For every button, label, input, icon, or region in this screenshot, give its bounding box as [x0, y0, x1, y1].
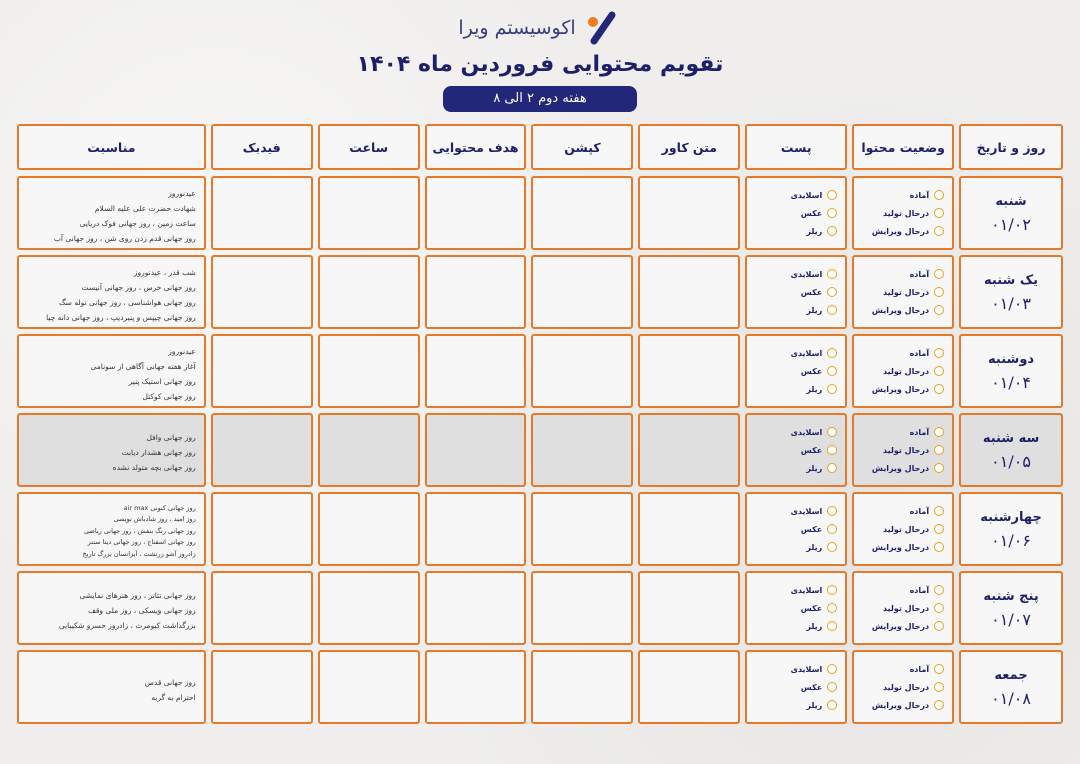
feedback-cell[interactable]: [211, 413, 313, 487]
cover-text-cell[interactable]: [638, 255, 740, 329]
radio-icon[interactable]: [827, 542, 837, 552]
occasion-cell: [17, 492, 206, 566]
radio-icon[interactable]: [934, 445, 944, 455]
occasion-line: روز جهانی قدس: [144, 677, 196, 687]
occasion-line: عیدنوروز: [168, 346, 196, 356]
day-date: ۰۱/۰۷: [991, 610, 1031, 629]
radio-icon[interactable]: [934, 348, 944, 358]
radio-icon[interactable]: [827, 506, 837, 516]
day-cell: [959, 255, 1063, 329]
radio-icon[interactable]: [827, 524, 837, 534]
radio-icon[interactable]: [934, 463, 944, 473]
status-cell: [852, 413, 954, 487]
radio-icon[interactable]: [934, 506, 944, 516]
day-name: سه شنبه: [982, 431, 1040, 446]
cover-text-cell[interactable]: [638, 413, 740, 487]
caption-cell[interactable]: [531, 650, 633, 724]
post-type-option[interactable]: [747, 265, 837, 283]
option-label: ریلز: [806, 621, 823, 631]
option-label: عکس: [800, 287, 823, 297]
status-option[interactable]: [854, 617, 944, 635]
option-label: ریلز: [806, 305, 823, 315]
occasion-line: روز جهانی قدم زدن روی شن ، روز جهانی آب: [53, 233, 196, 243]
status-option[interactable]: [854, 581, 944, 599]
goal-cell[interactable]: [425, 255, 527, 329]
post-type-option[interactable]: [747, 380, 837, 398]
occasion-line: روز جهانی وافل: [146, 433, 196, 442]
option-label: آماده: [909, 427, 930, 437]
option-label: آماده: [909, 269, 930, 279]
radio-icon[interactable]: [934, 287, 944, 297]
goal-cell[interactable]: [425, 492, 527, 566]
post-type-option[interactable]: [747, 538, 837, 556]
feedback-cell[interactable]: [211, 334, 313, 408]
caption-cell[interactable]: [531, 413, 633, 487]
table-row: [17, 492, 1063, 566]
header-day: روز و تاریخ: [959, 124, 1063, 170]
option-label: اسلایدی: [790, 269, 823, 279]
post-type-option[interactable]: [747, 599, 837, 617]
radio-icon[interactable]: [827, 585, 837, 595]
radio-icon[interactable]: [934, 700, 944, 710]
status-option[interactable]: [854, 599, 944, 617]
occasion-line: روز جهانی خرس ، روز جهانی آنیست: [81, 282, 196, 292]
radio-icon[interactable]: [934, 621, 944, 631]
option-label: عکس: [800, 208, 823, 218]
time-cell[interactable]: [318, 571, 420, 645]
status-cell: [852, 255, 954, 329]
occasion-line: روز جهانی هواشناسی ، روز جهانی توله سگ: [58, 297, 196, 307]
post-type-option[interactable]: [747, 283, 837, 301]
brand: [0, 8, 1080, 48]
status-option[interactable]: [854, 660, 944, 678]
option-label: آماده: [909, 348, 930, 358]
post-type-option[interactable]: [747, 362, 837, 380]
post-cell: [745, 571, 847, 645]
post-type-option[interactable]: [747, 617, 837, 635]
option-label: درحال ویرایش: [871, 621, 930, 631]
option-label: آماده: [909, 190, 930, 200]
option-label: عکس: [800, 603, 823, 613]
post-type-option[interactable]: [747, 186, 837, 204]
table-row: [17, 176, 1063, 250]
time-cell[interactable]: [318, 176, 420, 250]
status-option[interactable]: [854, 362, 944, 380]
occasion-line: بزرگداشت کیومرث ، زادروز حسرو شکیبایی: [58, 621, 196, 630]
occasion-line: شب قدر ، عیدنوروز: [133, 267, 196, 277]
post-type-option[interactable]: [747, 222, 837, 240]
post-type-option[interactable]: [747, 344, 837, 362]
radio-icon[interactable]: [934, 664, 944, 674]
option-label: ریلز: [806, 226, 823, 236]
day-cell: [959, 650, 1063, 724]
goal-cell[interactable]: [425, 176, 527, 250]
time-cell[interactable]: [318, 650, 420, 724]
radio-icon[interactable]: [934, 427, 944, 437]
option-label: آماده: [909, 585, 930, 595]
goal-cell[interactable]: [425, 334, 527, 408]
option-label: اسلایدی: [790, 348, 823, 358]
radio-icon[interactable]: [827, 603, 837, 613]
radio-icon[interactable]: [934, 384, 944, 394]
option-label: عکس: [800, 524, 823, 534]
option-label: ریلز: [806, 463, 823, 473]
status-cell: [852, 571, 954, 645]
occasion-line: روز جهانی هشدار دیابت: [121, 448, 196, 457]
day-name: یک شنبه: [984, 273, 1039, 288]
header: [0, 8, 1080, 112]
post-type-option[interactable]: [747, 581, 837, 599]
option-label: آماده: [909, 664, 930, 674]
post-type-option[interactable]: [747, 301, 837, 319]
occasion-line: روز جهانی اسفناج ، روز جهانی دیتا سنتر: [87, 538, 196, 547]
cover-text-cell[interactable]: [638, 492, 740, 566]
page-title: تقویم محتوایی فروردین ماه ۱۴۰۴: [356, 52, 724, 77]
header-occasion: مناسبت: [17, 124, 206, 170]
header-cover-text: متن کاور: [638, 124, 740, 170]
option-label: اسلایدی: [790, 427, 823, 437]
option-label: درحال تولید: [882, 208, 930, 218]
occasion-line: آغاز هفته جهانی آگاهی از سونامی: [90, 361, 196, 371]
radio-icon[interactable]: [827, 463, 837, 473]
day-date: ۰۱/۰۸: [991, 689, 1031, 708]
occasion-cell: [17, 334, 206, 408]
header-caption: کپشن: [531, 124, 633, 170]
day-cell: [959, 413, 1063, 487]
time-cell[interactable]: [318, 334, 420, 408]
table-row: [17, 334, 1063, 408]
post-cell: [745, 176, 847, 250]
feedback-cell[interactable]: [211, 176, 313, 250]
option-label: اسلایدی: [790, 190, 823, 200]
day-date: ۰۱/۰۲: [991, 215, 1031, 234]
option-label: درحال تولید: [882, 603, 930, 613]
radio-icon[interactable]: [934, 524, 944, 534]
header-feedback: فیدبک: [211, 124, 313, 170]
occasion-line: روز جهانی کوکتل: [142, 391, 196, 401]
post-cell: [745, 413, 847, 487]
option-label: درحال ویرایش: [871, 226, 930, 236]
radio-icon[interactable]: [827, 226, 837, 236]
radio-icon[interactable]: [934, 366, 944, 376]
radio-icon[interactable]: [934, 585, 944, 595]
time-cell[interactable]: [318, 255, 420, 329]
option-label: آماده: [909, 506, 930, 516]
calendar-table: [17, 124, 1063, 729]
time-cell[interactable]: [318, 413, 420, 487]
option-label: اسلایدی: [790, 664, 823, 674]
radio-icon[interactable]: [827, 445, 837, 455]
option-label: ریلز: [806, 700, 823, 710]
radio-icon[interactable]: [827, 664, 837, 674]
feedback-cell[interactable]: [211, 571, 313, 645]
option-label: عکس: [800, 682, 823, 692]
radio-icon[interactable]: [934, 190, 944, 200]
occasion-line: روز جهانی بچه متولد نشده: [112, 463, 196, 472]
post-type-option[interactable]: [747, 678, 837, 696]
brand-logo-icon: [582, 8, 622, 48]
post-type-option[interactable]: [747, 204, 837, 222]
occasion-line: روز جهانی چیپس و پنیردیپ ، روز جهانی دانه چیا: [46, 312, 196, 322]
occasion-line: احترام به گربه: [151, 692, 196, 702]
radio-icon[interactable]: [827, 305, 837, 315]
post-cell: [745, 492, 847, 566]
radio-icon[interactable]: [934, 682, 944, 692]
day-name: جمعه: [994, 668, 1028, 683]
status-option[interactable]: [854, 441, 944, 459]
status-option[interactable]: [854, 423, 944, 441]
post-cell: [745, 255, 847, 329]
occasion-line: عیدنوروز: [168, 188, 196, 198]
status-option[interactable]: [854, 283, 944, 301]
status-option[interactable]: [854, 186, 944, 204]
radio-icon[interactable]: [827, 427, 837, 437]
status-option[interactable]: [854, 344, 944, 362]
status-option[interactable]: [854, 520, 944, 538]
option-label: درحال ویرایش: [871, 700, 930, 710]
table-row: [17, 255, 1063, 329]
time-cell[interactable]: [318, 492, 420, 566]
radio-icon[interactable]: [827, 700, 837, 710]
occasion-cell: [17, 176, 206, 250]
option-label: ریلز: [806, 542, 823, 552]
radio-icon[interactable]: [827, 287, 837, 297]
post-cell: [745, 334, 847, 408]
header-goal: هدف محتوایی: [425, 124, 527, 170]
status-option[interactable]: [854, 538, 944, 556]
day-name: چهارشنبه: [980, 510, 1042, 525]
status-option[interactable]: [854, 222, 944, 240]
radio-icon[interactable]: [934, 269, 944, 279]
status-cell: [852, 650, 954, 724]
radio-icon[interactable]: [934, 208, 944, 218]
radio-icon[interactable]: [934, 305, 944, 315]
table-row: [17, 571, 1063, 645]
caption-cell[interactable]: [531, 571, 633, 645]
radio-icon[interactable]: [827, 348, 837, 358]
radio-icon[interactable]: [934, 542, 944, 552]
caption-cell[interactable]: [531, 492, 633, 566]
feedback-cell[interactable]: [211, 650, 313, 724]
option-label: درحال ویرایش: [871, 542, 930, 552]
option-label: اسلایدی: [790, 506, 823, 516]
option-label: درحال ویرایش: [871, 384, 930, 394]
occasion-cell: [17, 650, 206, 724]
day-cell: [959, 176, 1063, 250]
occasion-line: روز جهانی تئاتر ، روز هنرهای نمایشی: [79, 591, 196, 600]
post-type-option[interactable]: [747, 441, 837, 459]
post-type-option[interactable]: [747, 459, 837, 477]
status-cell: [852, 176, 954, 250]
status-cell: [852, 334, 954, 408]
radio-icon[interactable]: [827, 621, 837, 631]
occasion-cell: [17, 413, 206, 487]
status-option[interactable]: [854, 301, 944, 319]
radio-icon[interactable]: [827, 366, 837, 376]
day-name: دوشنبه: [988, 352, 1035, 367]
post-type-option[interactable]: [747, 502, 837, 520]
post-type-option[interactable]: [747, 423, 837, 441]
table-row: [17, 413, 1063, 487]
day-name: پنج شنبه: [983, 589, 1039, 604]
occasion-line: شهادت حضرت علی علیه السلام: [94, 203, 196, 213]
day-date: ۰۱/۰۴: [991, 373, 1031, 392]
week-badge: هفته دوم ۲ الی ۸: [443, 86, 636, 112]
goal-cell[interactable]: [425, 571, 527, 645]
day-date: ۰۱/۰۳: [991, 294, 1031, 313]
cover-text-cell[interactable]: [638, 650, 740, 724]
caption-cell[interactable]: [531, 255, 633, 329]
option-label: ریلز: [806, 384, 823, 394]
option-label: درحال ویرایش: [871, 463, 930, 473]
option-label: درحال تولید: [882, 682, 930, 692]
occasion-line: زادروز آشو زرتشت ، آیزانسان بزرگ تاریخ: [82, 549, 196, 558]
header-status: وضعیت محتوا: [852, 124, 954, 170]
table-row: [17, 650, 1063, 724]
occasion-line: روز امید ، روز شادباش نویسی: [113, 515, 196, 524]
status-option[interactable]: [854, 696, 944, 714]
day-date: ۰۱/۰۵: [991, 452, 1031, 471]
radio-icon[interactable]: [934, 603, 944, 613]
status-option[interactable]: [854, 678, 944, 696]
status-cell: [852, 492, 954, 566]
option-label: درحال تولید: [882, 445, 930, 455]
header-time: ساعت: [318, 124, 420, 170]
day-name: شنبه: [995, 194, 1027, 209]
cover-text-cell[interactable]: [638, 176, 740, 250]
option-label: عکس: [800, 366, 823, 376]
occasion-line: روز جهانی استیک پنیر: [128, 376, 196, 386]
occasion-line: روز جهانی رنگ بنفش ، روز جهانی ریاضی: [83, 526, 196, 535]
post-cell: [745, 650, 847, 724]
day-date: ۰۱/۰۶: [991, 531, 1031, 550]
goal-cell[interactable]: [425, 413, 527, 487]
cover-text-cell[interactable]: [638, 571, 740, 645]
radio-icon[interactable]: [827, 682, 837, 692]
status-option[interactable]: [854, 265, 944, 283]
brand-name: اکوسیستم ویرا: [458, 17, 576, 39]
day-cell: [959, 571, 1063, 645]
option-label: درحال تولید: [882, 524, 930, 534]
post-type-option[interactable]: [747, 696, 837, 714]
day-cell: [959, 492, 1063, 566]
caption-cell[interactable]: [531, 334, 633, 408]
option-label: اسلایدی: [790, 585, 823, 595]
occasion-line: روز جهانی ویسکی ، روز ملی وقف: [88, 606, 196, 615]
feedback-cell[interactable]: [211, 492, 313, 566]
radio-icon[interactable]: [827, 269, 837, 279]
feedback-cell[interactable]: [211, 255, 313, 329]
option-label: درحال تولید: [882, 287, 930, 297]
option-label: درحال تولید: [882, 366, 930, 376]
status-option[interactable]: [854, 380, 944, 398]
status-option[interactable]: [854, 502, 944, 520]
post-type-option[interactable]: [747, 520, 837, 538]
cover-text-cell[interactable]: [638, 334, 740, 408]
radio-icon[interactable]: [827, 208, 837, 218]
status-option[interactable]: [854, 459, 944, 477]
header-post: پست: [745, 124, 847, 170]
occasion-line: روز جهانی کنونی air max: [123, 503, 196, 512]
status-option[interactable]: [854, 204, 944, 222]
radio-icon[interactable]: [827, 190, 837, 200]
post-type-option[interactable]: [747, 660, 837, 678]
occasion-cell: [17, 255, 206, 329]
table-header-row: [17, 124, 1063, 170]
caption-cell[interactable]: [531, 176, 633, 250]
day-cell: [959, 334, 1063, 408]
occasion-line: ساعت زمین ، روز جهانی فوک دریایی: [79, 218, 196, 228]
option-label: عکس: [800, 445, 823, 455]
option-label: درحال ویرایش: [871, 305, 930, 315]
radio-icon[interactable]: [827, 384, 837, 394]
goal-cell[interactable]: [425, 650, 527, 724]
occasion-cell: [17, 571, 206, 645]
radio-icon[interactable]: [934, 226, 944, 236]
